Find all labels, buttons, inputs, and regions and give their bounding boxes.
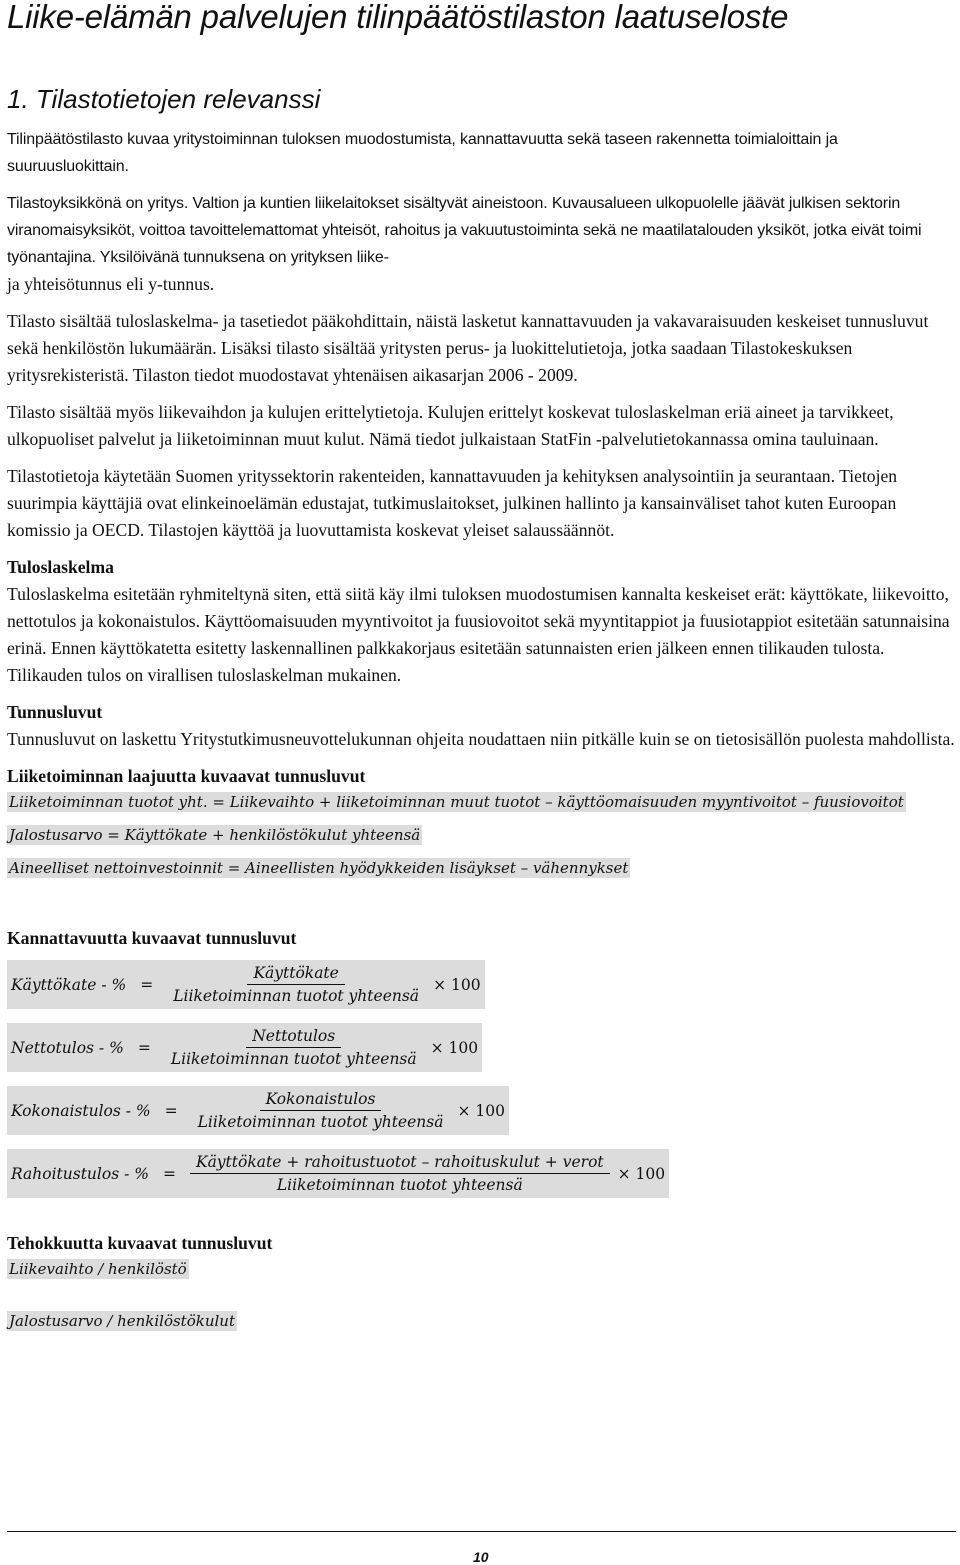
formula-liiketoiminnan-tuotot: Liiketoiminnan tuotot yht. = Liikevaihto + liiketoiminnan muut tuotot – käyttöomaisuuden myyntivoitot – fuusiovoitot — [9, 793, 904, 811]
denominator: Liiketoiminnan tuotot yhteensä — [173, 987, 420, 1005]
multiplier: × 100 — [430, 1038, 479, 1057]
equals-sign: = — [137, 1038, 151, 1057]
formula-kokonaistulos-pct — [7, 1086, 509, 1135]
document-body — [7, 126, 959, 1344]
multiplier: × 100 — [617, 1164, 666, 1183]
heading-laajuus: Liiketoiminnan laajuutta kuvaavat tunnusluvut — [7, 766, 366, 786]
laajuus-formulas — [7, 792, 959, 878]
heading-tehokkuus: Tehokkuutta kuvaavat tunnusluvut — [7, 1233, 273, 1253]
multiplier: × 100 — [457, 1101, 505, 1120]
numerator: Käyttökate + rahoitustuotot – rahoituskulut + verot — [190, 1153, 610, 1174]
paragraph-tuloslaskelma: Tuloslaskelma esitetään ryhmiteltynä siten, että siitä käy ilmi tuloksen muodostumisen kannalta keskeiset erät: käyttökate, liikevoitto, nettotulos ja kokonaistulos. Käyttöomaisuuden myyntivoitot ja fuusiovoitot sekä myyntitappiot ja fuusiotappiot esitetään satunnaisina erinä. Ennen käyttökatetta esitetty laskennallinen palkkakorjaus esitetään satunnaisten erien jälkeen ennen tilikauden tulosta. Tilikauden tulos on virallisen tuloslaskelman mukainen. — [7, 584, 950, 685]
paragraph-unit-cont: ja yhteisötunnus eli y-tunnus. — [7, 274, 215, 294]
formula-nettotulos-pct — [7, 1023, 482, 1072]
kannattavuus-formulas — [7, 960, 959, 1198]
equals-sign: = — [164, 1101, 178, 1120]
formula-lhs: Rahoitustulos - % — [11, 1164, 149, 1183]
formula-lhs: Nettotulos - % — [11, 1038, 124, 1057]
heading-tunnusluvut: Tunnusluvut — [7, 702, 103, 722]
denominator: Liiketoiminnan tuotot yhteensä — [197, 1113, 444, 1131]
formula-nettoinvestoinnit: Aineelliset nettoinvestoinnit = Aineellisten hyödykkeiden lisäykset – vähennykset — [9, 859, 629, 877]
paragraph-usage: Tilastotietoja käytetään Suomen yrityssektorin rakenteiden, kannattavuuden ja kehityksen analysointiin ja seurantaan. Tietojen suurimpia käyttäjiä ovat elinkeinoelämän edustajat, tutkimuslaitokset, julkinen hallinto ja kansainväliset tahot kuten Euroopan komissio ja OECD. Tilastojen käyttöä ja luovuttamista koskevat yleiset salaussäännöt. — [7, 466, 898, 540]
paragraph-tunnusluvut: Tunnusluvut on laskettu Yritystutkimusneuvottelukunnan ohjeita noudattaen niin pitkälle kuin se on tietosisällön puolesta mahdollista. — [7, 729, 955, 749]
formula-kayttokate-pct — [7, 960, 485, 1009]
paragraph-unit-part-1: Tilastoyksikkönä on yritys. Valtion ja kuntien liikelaitokset sisältyvät aineistoon. Kuvausalueen ulkopuolelle jäävät julkisen sektorin viranomaisyksiköt, voittoa tavoittelemattomat yhteisöt, rahoitus ja vakuutustoiminta sekä ne maatilatalouden yksiköt, jotka eivät toimi työnantajina. Yksilöivänä tunnuksena on yrityksen liike- — [7, 195, 922, 266]
numerator: Käyttökate — [247, 964, 344, 985]
numerator: Nettotulos — [246, 1027, 341, 1048]
paragraph-content: Tilasto sisältää tuloslaskelma- ja tasetiedot pääkohdittain, näistä lasketut kannattavuuden ja vakavaraisuuden keskeiset tunnusluvut sekä henkilöstön lukumäärän. Lisäksi tilasto sisältää yritysten perus- ja luokittelutietoja, jotka saadaan Tilastokeskuksen yritysrekisteristä. Tilaston tiedot muodostavat yhtenäisen aikasarjan 2006 - 2009. — [7, 311, 929, 385]
heading-kannattavuus: Kannattavuutta kuvaavat tunnusluvut — [7, 928, 297, 948]
tehokkuus-formulas — [7, 1259, 959, 1331]
equals-sign: = — [140, 975, 154, 994]
page-number: 10 — [473, 1549, 489, 1565]
page-title: Liike-elämän palvelujen tilinpäätöstilaston laatuseloste — [7, 0, 789, 35]
denominator: Liiketoiminnan tuotot yhteensä — [276, 1176, 523, 1194]
denominator: Liiketoiminnan tuotot yhteensä — [170, 1050, 417, 1068]
paragraph-intro: Tilinpäätöstilasto kuvaa yritystoiminnan tuloksen muodostumista, kannattavuutta sekä taseen rakennetta toimialoittain ja suuruusluokittain. — [7, 131, 838, 175]
formula-jalostusarvo-per-henkilostokulut: Jalostusarvo / henkilöstökulut — [9, 1312, 235, 1330]
fraction — [167, 964, 425, 1005]
formula-lhs: Kokonaistulos - % — [11, 1101, 151, 1120]
paragraph-breakdown: Tilasto sisältää myös liikevaihdon ja kulujen erittelytietoja. Kulujen erittelyt koskevat tuloslaskelman eriä aineet ja tarvikkeet, ulkopuoliset palvelut ja liiketoiminnan muut kulut. Nämä tiedot julkaistaan StatFin -palvelutietokannassa omina tauluinaan. — [7, 402, 894, 449]
footer-divider — [7, 1531, 956, 1532]
fraction — [192, 1090, 450, 1131]
multiplier: × 100 — [433, 975, 481, 994]
section-heading-relevance: 1. Tilastotietojen relevanssi — [7, 84, 321, 114]
paragraph-unit — [7, 190, 959, 271]
formula-liikevaihto-per-henkilo: Liikevaihto / henkilöstö — [9, 1260, 187, 1278]
formula-lhs: Käyttökate - % — [11, 975, 127, 994]
fraction — [190, 1153, 610, 1194]
heading-tuloslaskelma: Tuloslaskelma — [7, 557, 114, 577]
fraction — [165, 1027, 423, 1068]
numerator: Kokonaistulos — [260, 1090, 382, 1111]
formula-rahoitustulos-pct — [7, 1149, 669, 1198]
formula-jalostusarvo: Jalostusarvo = Käyttökate + henkilöstökulut yhteensä — [9, 826, 421, 844]
equals-sign: = — [162, 1164, 176, 1183]
